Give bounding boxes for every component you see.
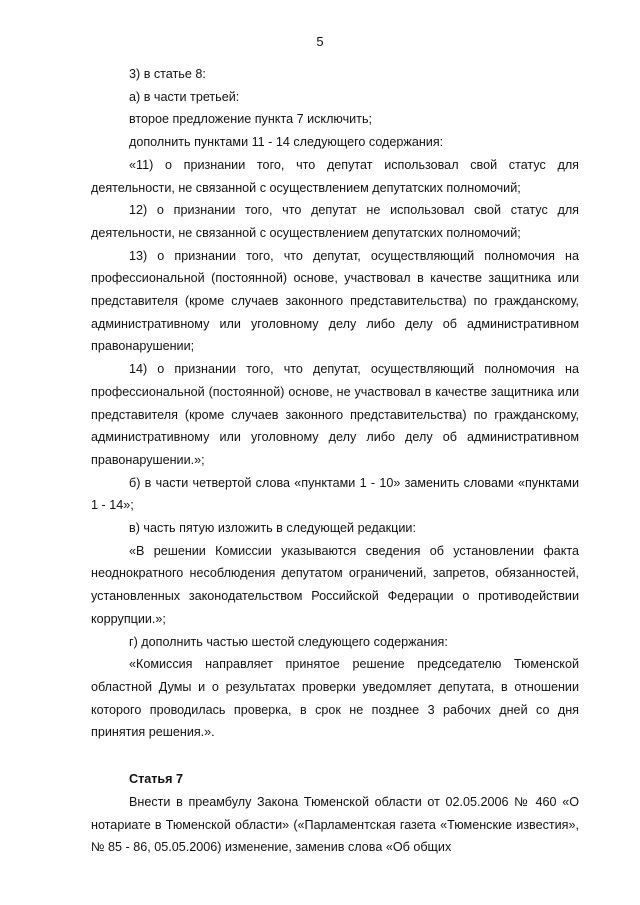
- paragraph-part-b: б) в части четвертой слова «пунктами 1 - 10» заменить словами «пунктами 1 - 14»;: [91, 475, 579, 513]
- paragraph-point-14: 14) о признании того, что депутат, осуществляющий полномочия на профессиональной (постоянной) основе, не участвовал в качестве защитника или представителя (кроме случаев законного представительства) по гражданскому, административному или уголовному делу либо делу об административном правонарушении.»;: [91, 362, 579, 467]
- paragraph-part-g: г) дополнить частью шестой следующего содержания:: [129, 634, 448, 649]
- paragraph-commission-notify: «Комиссия направляет принятое решение председателю Тюменской областной Думы и о результатах проверки уведомляет депутата, в отношении которого проводилась проверка, в срок не позднее 3 рабочих дней со дня принятия решения.».: [91, 657, 579, 740]
- paragraph-point-12: 12) о признании того, что депутат не использовал свой статус для деятельности, не связанной с осуществлением депутатских полномочий;: [91, 203, 579, 240]
- paragraph-part-a: а) в части третьей:: [129, 89, 240, 104]
- page-number: 5: [316, 34, 324, 49]
- article-heading: Статья 7: [129, 772, 184, 787]
- paragraph-commission-decision: «В решении Комиссии указываются сведения об установлении факта неоднократного несоблюдения депутатом ограничений, запретов, обязанностей, установленных законодательством Российской Федерации о противодействии коррупции.»;: [91, 543, 579, 626]
- paragraph-point-11: «11) о признании того, что депутат использовал свой статус для деятельности, не связанной с осуществлением депутатских полномочий;: [91, 157, 579, 195]
- paragraph-part-v: в) часть пятую изложить в следующей редакции:: [129, 521, 416, 536]
- paragraph-add-points: дополнить пунктами 11 - 14 следующего содержания:: [129, 135, 444, 150]
- paragraph-point-13: 13) о признании того, что депутат, осуществляющий полномочия на профессиональной (постоянной) основе, участвовал в качестве защитника или представителя (кроме случаев законного представительства) по гражданскому, административному или уголовному делу либо делу об административном правонарушении;: [91, 248, 579, 354]
- section-spacer: [91, 744, 579, 768]
- paragraph-exclude-sentence: второе предложение пункта 7 исключить;: [129, 112, 373, 127]
- article-paragraph: Внести в преамбулу Закона Тюменской области от 02.05.2006 № 460 «О нотариате в Тюменской области» («Парламентская газета «Тюменские известия», № 85 - 86, 05.05.2006) изменение, заменив слова «Об общих: [91, 794, 579, 855]
- paragraph-item-3: 3) в статье 8:: [129, 67, 206, 81]
- document-body: [91, 63, 579, 859]
